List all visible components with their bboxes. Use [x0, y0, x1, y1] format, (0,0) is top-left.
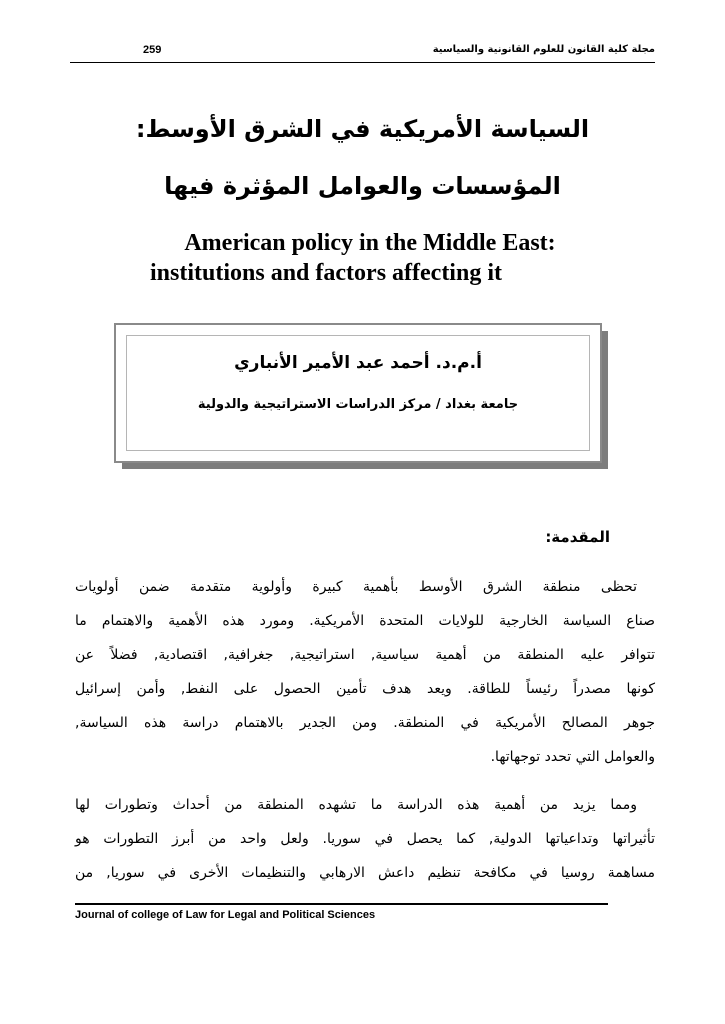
paragraph-line: جوهر المصالح الأمريكية في المنطقة. ومن الجدير بالاهتمام دراسة هذه السياسة,: [75, 715, 655, 731]
author-affiliation: جامعة بغداد / مركز الدراسات الاستراتيجية والدولية: [197, 397, 519, 412]
intro-paragraph-1: [75, 570, 655, 774]
arabic-title-line-1: السياسة الأمريكية في الشرق الأوسط:: [135, 115, 590, 143]
section-heading-introduction: المقدمة:: [545, 528, 610, 546]
journal-name-arabic: مجلة كلية القانون للعلوم القانونية والسياسية: [432, 44, 655, 55]
author-box: [114, 323, 602, 463]
paragraph-line: ومما يزيد من أهمية هذه الدراسة ما تشهده المنطقة من أحداث وتطورات لها: [75, 797, 637, 813]
header-divider: [70, 62, 655, 63]
paragraph-line: والعوامل التي تحدد توجهاتها.: [490, 749, 655, 765]
paragraph-line: صناع السياسة الخارجية للولايات المتحدة الأمريكية. ومورد هذه الأهمية والاهتمام ما: [75, 613, 655, 629]
paragraph-line: تأثيراتها وتداعياتها الدولية, كما يحصل في سوريا. ولعل واحد من أبرز التطورات هو: [75, 831, 655, 847]
paragraph-line: تتوافر عليه المنطقة من أهمية سياسية, استراتيجية, جغرافية, اقتصادية, فضلاً عن: [75, 647, 655, 663]
paragraph-line: مساهمة روسيا في مكافحة تنظيم داعش الارهابي والتنظيمات الأخرى في سوريا, من: [75, 865, 655, 881]
english-title-line-2: institutions and factors affecting it: [150, 260, 502, 286]
page-number: 259: [143, 44, 162, 56]
paragraph-line: تحظى منطقة الشرق الأوسط بأهمية كبيرة وأولوية متقدمة ضمن أولويات: [75, 579, 637, 595]
footer-divider: [75, 903, 608, 905]
intro-paragraph-2: [75, 788, 655, 890]
journal-name-english: Journal of college of Law for Legal and Political Sciences: [75, 909, 376, 921]
arabic-title-line-2: المؤسسات والعوامل المؤثرة فيها: [164, 172, 561, 200]
english-title: [150, 228, 590, 288]
author-name: أ.م.د. أحمد عبد الأمير الأنباري: [234, 353, 482, 373]
page-header: [70, 40, 655, 64]
english-title-line-1: American policy in the Middle East:: [184, 230, 556, 256]
paragraph-line: كونها مصدراً رئيساً للطاقة. ويعد هدف تأمين الحصول على النفط, وأمن إسرائيل: [75, 681, 655, 697]
